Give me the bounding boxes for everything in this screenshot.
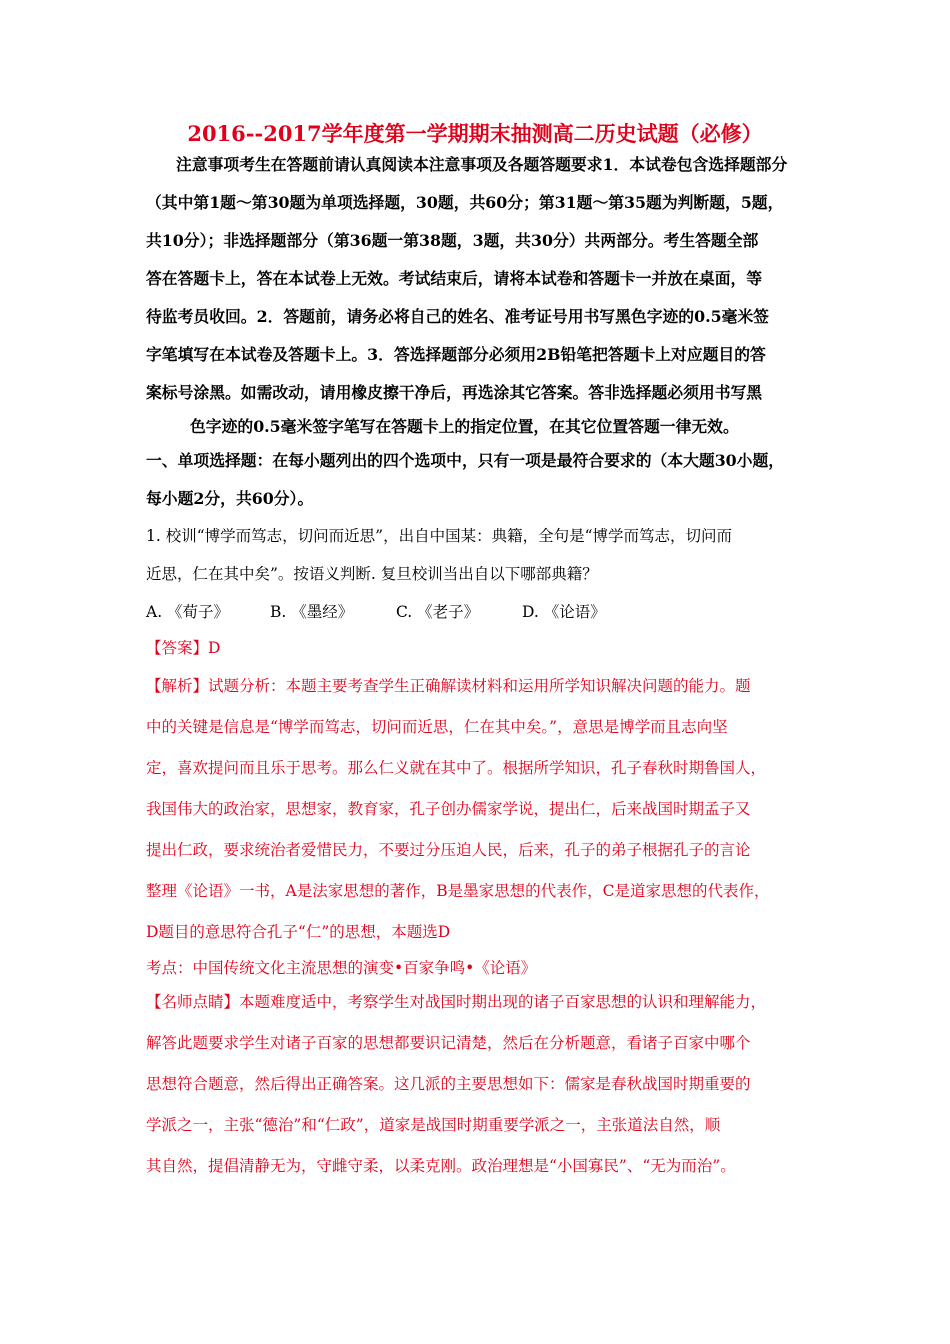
notice-line: 字笔填写在本试卷及答题卡上。3．答选择题部分必须用2B铅笔把答题卡上对应题目的答 xyxy=(146,345,766,364)
exam-title: 2016--2017学年度第一学期期末抽测高二历史试题（必修） xyxy=(187,121,763,146)
option-b: B. 《墨经》 xyxy=(270,603,354,621)
teacher-note-line: 其自然，提倡清静无为，守雌守柔，以柔克刚。政治理想是“小国寡民”、“无为而治”。 xyxy=(146,1157,736,1175)
analysis-line: 整理《论语》一书，A是法家思想的著作，B是墨家思想的代表作，C是道家思想的代表作， xyxy=(146,882,770,900)
notice-line: 共10分）；非选择题部分（第36题一第38题，3题，共30分）共两部分。考生答题全部 xyxy=(146,231,759,250)
notice-line: 注意事项考生在答题前请认真阅读本注意事项及各题答题要求1．本试卷包含选择题部分 xyxy=(176,155,788,174)
notice-line: 色字迹的0.5毫米签字笔写在答题卡上的指定位置，在其它位置答题一律无效。 xyxy=(190,417,739,436)
teacher-note-line: 【名师点睛】本题难度适中，考察学生对战国时期出现的诸子百家思想的认识和理解能力， xyxy=(146,993,767,1011)
teacher-note-line: 思想符合题意，然后得出正确答案。这几派的主要思想如下：儒家是春秋战国时期重要的 xyxy=(146,1075,751,1093)
option-d: D. 《论语》 xyxy=(522,603,606,621)
notice-line: 案标号涂黑。如需改动，请用橡皮擦干净后，再选涂其它答案。答非选择题必须用书写黑 xyxy=(146,383,763,402)
question-stem: 近思，仁在其中矣”。按语义判断. 复旦校训当出自以下哪部典籍？ xyxy=(146,565,598,583)
notice-line: 待监考员收回。2．答题前，请务必将自己的姓名、准考证号用书写黑色字迹的0.5毫米签 xyxy=(146,307,769,326)
option-a: A. 《荀子》 xyxy=(146,603,230,621)
teacher-note-line: 解答此题要求学生对诸子百家的思想都要识记清楚，然后在分析题意，看诸子百家中哪个 xyxy=(146,1034,751,1052)
analysis-line: 定，喜欢提问而且乐于思考。那么仁义就在其中了。根据所学知识，孔子春秋时期鲁国人， xyxy=(146,759,767,777)
option-c: C. 《老子》 xyxy=(396,603,480,621)
kaodian: 考点：中国传统文化主流思想的演变•百家争鸣•《论语》 xyxy=(146,959,537,977)
section-heading: 每小题2分，共60分）。 xyxy=(146,489,314,508)
analysis-line: D题目的意思符合孔子“仁”的思想，本题选D xyxy=(146,923,451,941)
answer: 【答案】D xyxy=(146,639,221,657)
section-heading: 一、单项选择题：在每小题列出的四个选项中，只有一项是最符合要求的（本大题30小题， xyxy=(146,451,785,470)
analysis-line: 【解析】试题分析：本题主要考查学生正确解读材料和运用所学知识解决问题的能力。题 xyxy=(146,677,751,695)
analysis-line: 我国伟大的政治家，思想家，教育家，孔子创办儒家学说，提出仁，后来战国时期孟子又 xyxy=(146,800,751,818)
notice-line: （其中第1题～第30题为单项选择题，30题，共60分；第31题～第35题为判断题，5题， xyxy=(146,193,784,212)
question-stem: 1. 校训“博学而笃志，切问而近思”，出自中国某：典籍，全句是“博学而笃志，切问而 xyxy=(146,527,732,545)
analysis-line: 提出仁政，要求统治者爱惜民力，不要过分压迫人民，后来，孔子的弟子根据孔子的言论 xyxy=(146,841,751,859)
teacher-note-line: 学派之一，主张“德治”和“仁政”，道家是战国时期重要学派之一，主张道法自然，顺 xyxy=(146,1116,721,1134)
notice-line: 答在答题卡上，答在本试卷上无效。考试结束后，请将本试卷和答题卡一并放在桌面，等 xyxy=(146,269,763,288)
analysis-line: 中的关键是信息是“博学而笃志，切问而近思，仁在其中矣。”，意思是博学而且志向坚 xyxy=(146,718,728,736)
